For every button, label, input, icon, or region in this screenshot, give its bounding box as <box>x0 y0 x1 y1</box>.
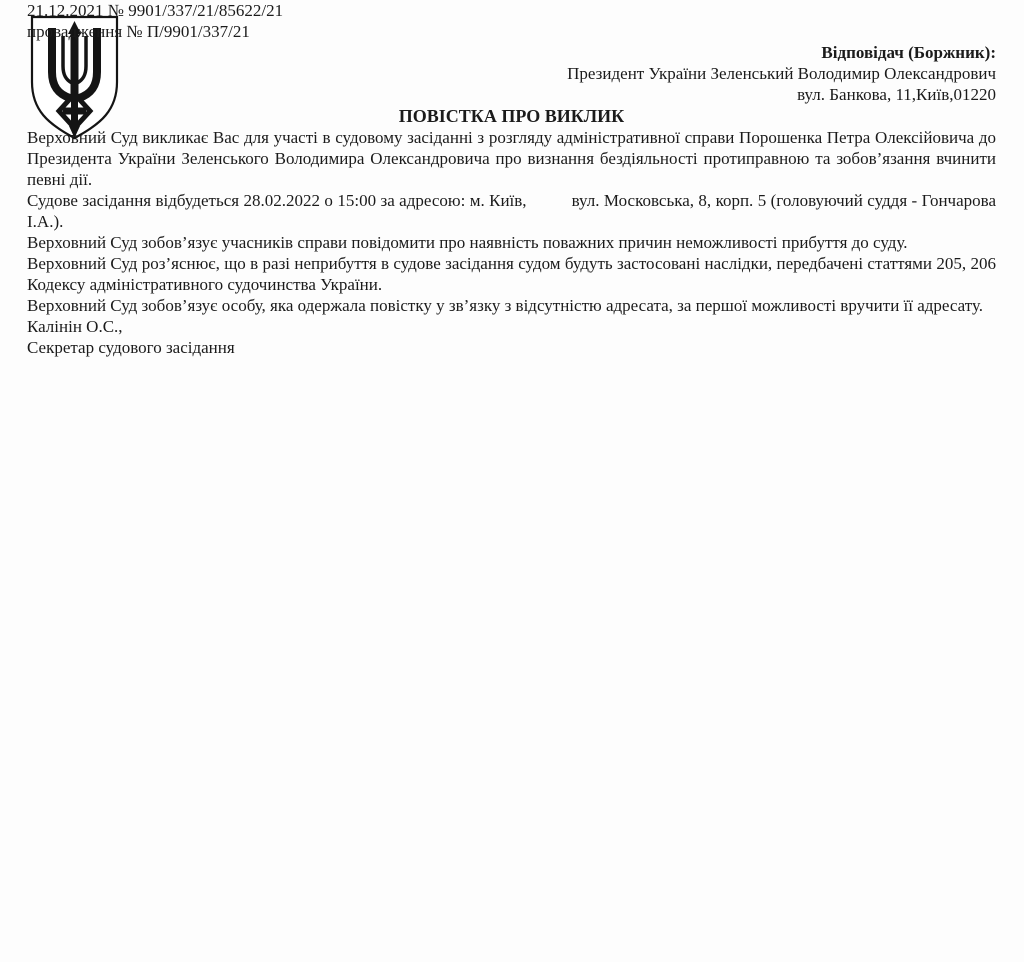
hearing-address-text: вул. Московська, 8, корп. 5 (головуючий суддя - Гончарова І.А.). <box>27 191 996 231</box>
respondent-name: Президент України Зеленський Володимир Олександрович <box>567 64 996 83</box>
respondent-address: вул. Банкова, 11,Київ,01220 <box>797 85 996 104</box>
paragraph-hearing-details <box>27 190 996 232</box>
paragraph-absence-consequences: Верховний Суд роз’яснює, що в разі неприбуття в судове засідання судом будуть застосовані наслідки, передбачені статтями 205, 206 Кодексу адміністративного судочинства України. <box>27 254 996 294</box>
paragraph-summons: Верховний Суд викликає Вас для участі в судовому засіданні з розгляду адміністративної справи Порошенка Петра Олексійовича до Президента України Зеленського Володимира Олександровича про визнання бездіяльності протиправною та зобов’язання вчинити певні дії. <box>27 128 996 189</box>
case-number: 21.12.2021 № 9901/337/21/85622/21 <box>27 1 284 20</box>
document-title: ПОВІСТКА ПРО ВИКЛИК <box>398 106 625 126</box>
secretary-name: Калінін О.С., <box>27 317 123 336</box>
paragraph-notify-obligation: Верховний Суд зобов’язує учасників справи повідомити про наявність поважних причин неможливості прибуття до суду. <box>27 233 908 252</box>
proceedings-number: провадження № П/9901/337/21 <box>27 22 250 41</box>
hearing-datetime-text: Судове засідання відбудеться 28.02.2022 о 15:00 за адресою: м. Київ, <box>27 191 527 210</box>
respondent-label: Відповідач (Боржник): <box>821 43 996 62</box>
document-body <box>27 0 996 358</box>
secretary-role: Секретар судового засідання <box>27 338 235 357</box>
paragraph-deliver-to-addressee: Верховний Суд зобов’язує особу, яка одержала повістку у зв’язку з відсутністю адресата, за першої можливості вручити її адресату. <box>27 296 984 315</box>
